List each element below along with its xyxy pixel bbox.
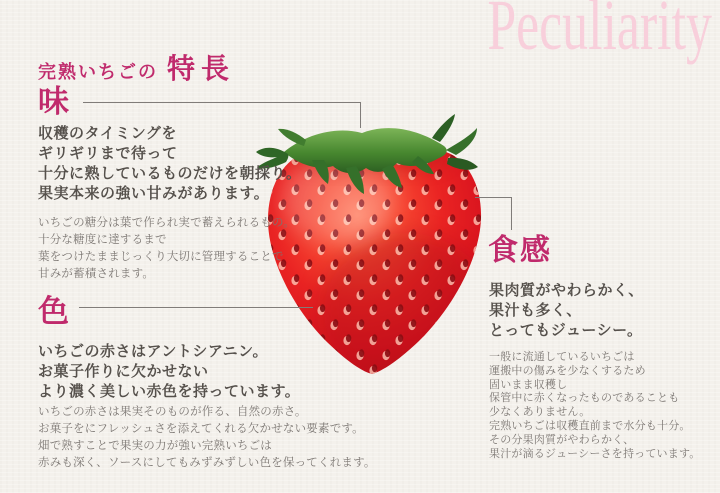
taste-detail-text: いちごの糖分は葉で作られ実で蓄えられるもの。 十分な糖度に達するまで 葉をつけたままじっくり大切に管理することで 甘みが蓄積されます。 [38, 217, 295, 280]
color-connector-line [79, 307, 313, 308]
color-detail-text: いちごの赤さは果実そのものが作る、自然の赤さ。 お菓子をにフレッシュさを添えてくれる欠かせない要素です。 畑で熟すことで果実の力が強い完熟いちごは 赤みも深く、ソースにしてもみずみずしい色を保ってくれます。 [38, 406, 376, 469]
page-title-prefix: 完熟いちごの [38, 62, 158, 83]
page-title [38, 47, 235, 87]
taste-heading: 味 [38, 84, 71, 119]
watermark-peculiarity: Peculiarity [487, 0, 712, 65]
texture-detail-text: 一般に流通しているいちごは 運搬中の傷みを少なくするため 固いまま収穫し 保管中に赤くなったものであることも 少なくありません。 完熟いちごは収穫直前まで水分も十分。 その分果肉質がやわらかく、 果汁が滴るジューシーさを持っています。 [489, 351, 701, 460]
texture-lead-text: 果肉質がやわらかく、 果汁も多く、 とってもジューシー。 [489, 282, 644, 339]
color-lead-text: いちごの赤さはアントシアニン。 お菓子作りに欠かせない より濃く美しい赤色を持っています。 [38, 343, 301, 400]
taste-connector-line-vertical [360, 102, 361, 128]
texture-heading: 食感 [488, 234, 552, 267]
color-heading: 色 [38, 294, 71, 329]
taste-lead-text: 収穫のタイミングを ギリギリまで待って 十分に熟しているものだけを朝採り。 果実本来の強い甘みがあります。 [38, 125, 302, 202]
texture-connector-line-vertical [511, 197, 512, 230]
taste-connector-line-horizontal [83, 102, 360, 103]
texture-connector-line-horizontal [475, 197, 512, 198]
page-title-main: 特長 [167, 54, 236, 86]
